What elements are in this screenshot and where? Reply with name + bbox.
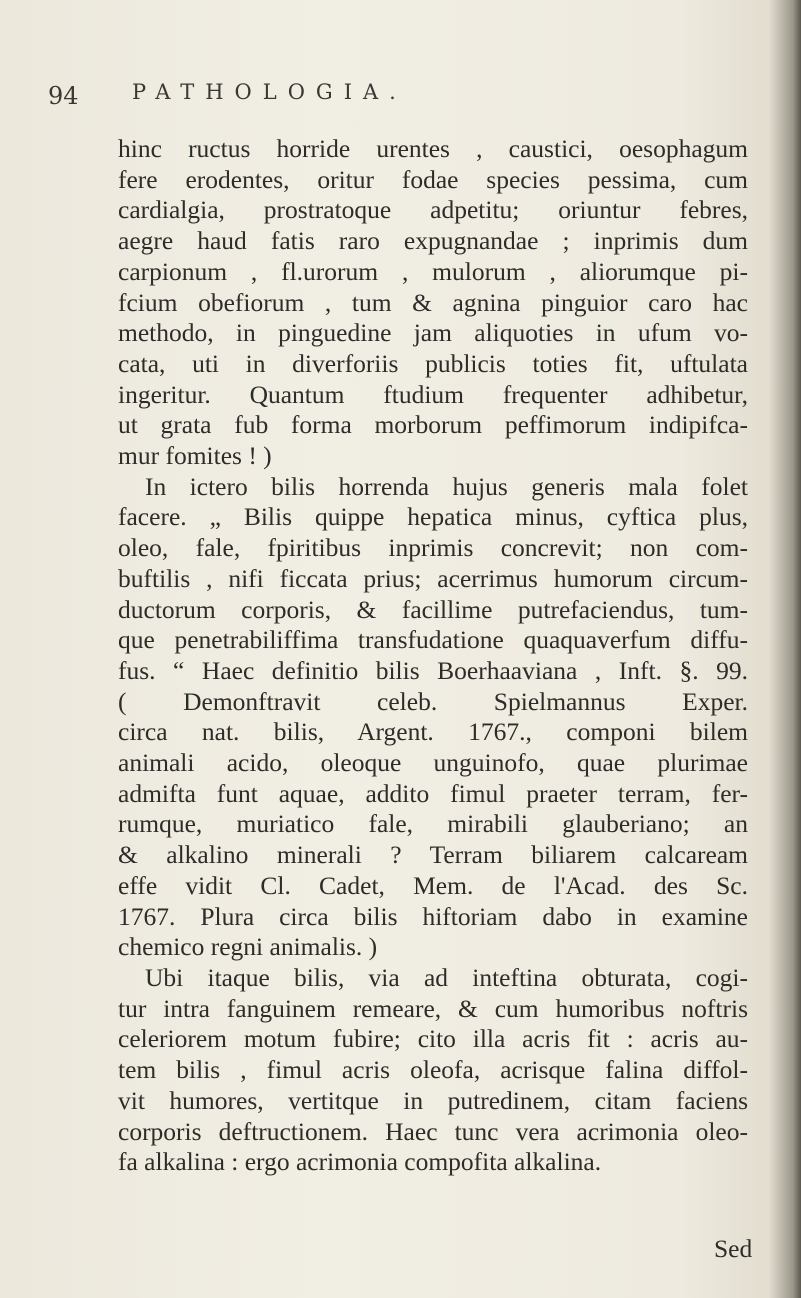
text-line: animali acido, oleoque unguinofo, quae plurimae	[118, 748, 748, 778]
text-line: buftilis , nifi ficcata prius; acerrimus humorum circum-	[118, 563, 748, 593]
text-line: fa alkalina : ergo acrimonia compofita alkalina.	[118, 1147, 602, 1177]
text-line: In ictero bilis horrenda hujus generis mala folet	[145, 471, 748, 501]
text-line: chemico regni animalis. )	[118, 932, 378, 962]
text-line: fus. “ Haec definitio bilis Boerhaaviana , Inft. §. 99.	[118, 655, 748, 685]
text-line: celeriorem motum fubire; cito illa acris fit : acris au-	[118, 1024, 748, 1054]
text-line: mur fomites ! )	[118, 441, 272, 471]
running-head: PATHOLOGIA.	[132, 80, 407, 104]
text-line: que penetrabiliffima transfudatione quaquaverfum diffu-	[118, 625, 748, 655]
page-number: 94	[48, 82, 79, 110]
text-line: cardialgia, prostratoque adpetitu; oriuntur febres,	[118, 195, 748, 225]
text-line: circa nat. bilis, Argent. 1767., componi bilem	[118, 717, 748, 747]
text-line: tem bilis , fimul acris oleofa, acrisque falina diffol-	[118, 1055, 748, 1085]
page-header	[48, 80, 608, 120]
text-line: ( Demonftravit celeb. Spielmannus Exper.	[118, 686, 748, 716]
body-text	[118, 134, 748, 1178]
text-line: vit humores, vertitque in putredinem, citam faciens	[118, 1085, 748, 1115]
text-line: ingeritur. Quantum ftudium frequenter adhibetur,	[118, 379, 748, 409]
text-line: fere erodentes, oritur fodae species pessima, cum	[118, 164, 748, 194]
text-line: 1767. Plura circa bilis hiftoriam dabo in examine	[118, 901, 748, 931]
text-line: facere. „ Bilis quippe hepatica minus, cyftica plus,	[118, 502, 748, 532]
text-line: ut grata fub forma morborum peffimorum indipifca-	[118, 410, 748, 440]
text-line: admifta funt aquae, addito fimul praeter terram, fer-	[118, 778, 748, 808]
text-line: & alkalino minerali ? Terram biliarem calcaream	[118, 840, 748, 870]
text-line: oleo, fale, fpiritibus inprimis concrevit; non com-	[118, 533, 748, 563]
text-line: aegre haud fatis raro expugnandae ; inprimis dum	[118, 226, 748, 256]
text-line: fcium obefiorum , tum & agnina pinguior caro hac	[118, 287, 748, 317]
catchword: Sed	[714, 1234, 753, 1263]
text-line: carpionum , fl.urorum , mulorum , aliorumque pi-	[118, 256, 748, 286]
text-line: corporis deftructionem. Haec tunc vera acrimonia oleo-	[118, 1116, 748, 1146]
text-line: cata, uti in diverforiis publicis toties fit, uftulata	[118, 348, 748, 378]
text-line: rumque, muriatico fale, mirabili glauberiano; an	[118, 809, 748, 839]
text-line: tur intra fanguinem remeare, & cum humoribus noftris	[118, 993, 748, 1023]
text-line: ductorum corporis, & facillime putrefaciendus, tum-	[118, 594, 748, 624]
text-line: methodo, in pinguedine jam aliquoties in ufum vo-	[118, 318, 748, 348]
text-line: hinc ructus horride urentes , caustici, oesophagum	[118, 134, 748, 163]
text-line: Ubi itaque bilis, via ad inteftina obturata, cogi-	[145, 962, 748, 992]
text-line: effe vidit Cl. Cadet, Mem. de l'Acad. des Sc.	[118, 870, 748, 900]
